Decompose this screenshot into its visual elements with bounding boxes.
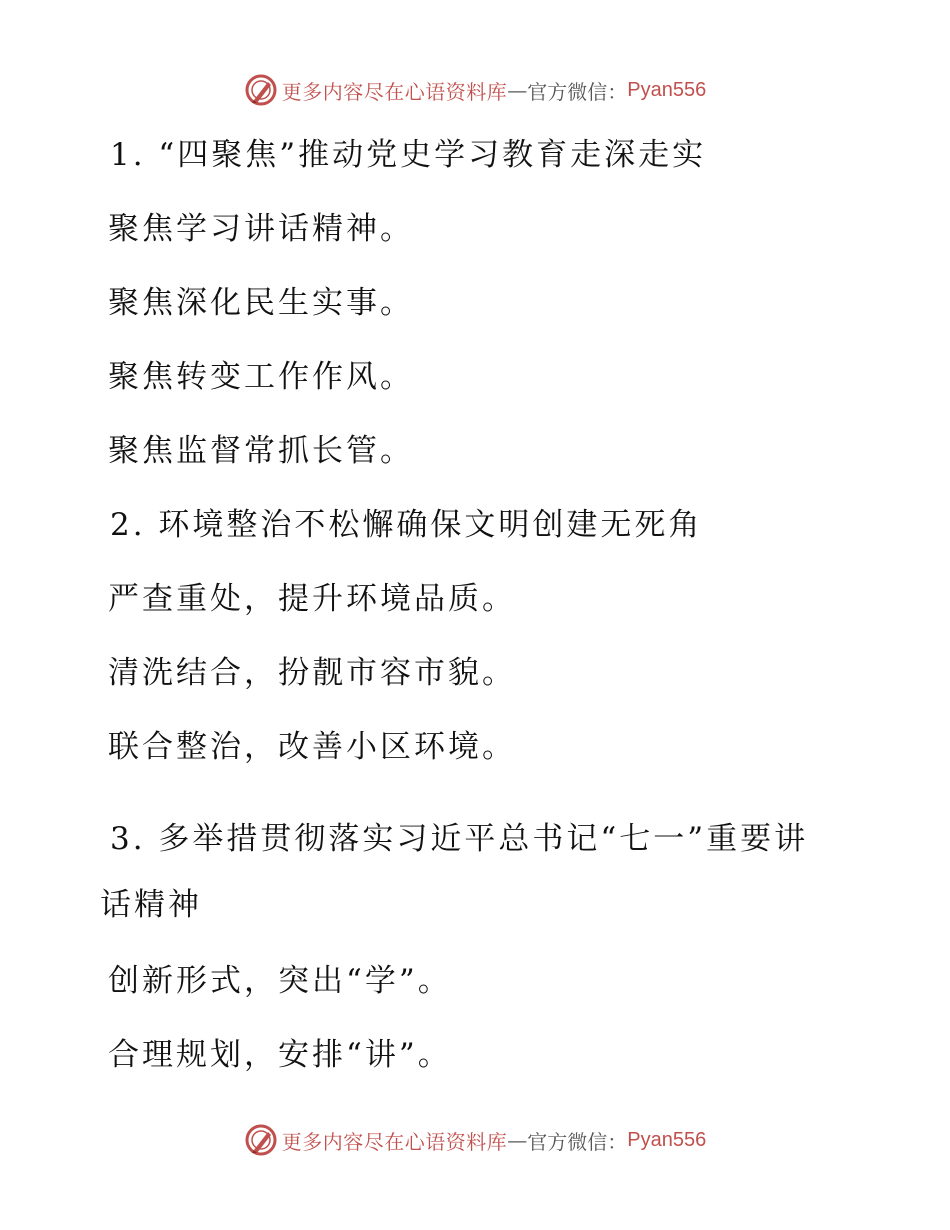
pen-logo-icon bbox=[244, 73, 278, 107]
list-item: 聚焦转变工作作风。 bbox=[108, 359, 414, 395]
watermark-dash: — bbox=[507, 78, 528, 102]
footer-watermark bbox=[0, 1120, 950, 1160]
list-item: 清洗结合，扮靓市容市貌。 bbox=[108, 655, 516, 691]
list-item: 聚焦深化民生实事。 bbox=[108, 285, 414, 321]
section-heading-1: 1. “四聚焦”推动党史学习教育走深走实 bbox=[110, 137, 707, 173]
document-body bbox=[100, 118, 840, 1092]
list-item: 合理规划，安排“讲”。 bbox=[108, 1037, 452, 1073]
list-item: 聚焦学习讲话精神。 bbox=[108, 211, 414, 247]
list-item: 聚焦监督常抓长管。 bbox=[108, 433, 414, 469]
list-item: 联合整治，改善小区环境。 bbox=[108, 729, 516, 765]
watermark-dash: — bbox=[507, 1128, 528, 1152]
list-item: 创新形式，突出“学”。 bbox=[108, 963, 452, 999]
watermark-wechat-label: 官方微信： bbox=[527, 1129, 628, 1154]
watermark-site-text: 更多内容尽在心语资料库 bbox=[281, 1129, 508, 1154]
section-heading-3-line1: 3. 多举措贯彻落实习近平总书记“七一”重要讲 bbox=[110, 821, 809, 857]
watermark-handle: Pyan556 bbox=[627, 78, 707, 101]
watermark-wechat-label: 官方微信： bbox=[527, 79, 628, 104]
section-heading-3 bbox=[100, 804, 840, 940]
header-watermark bbox=[0, 70, 950, 110]
section-heading-2: 2. 环境整治不松懈确保文明创建无死角 bbox=[110, 507, 703, 543]
watermark-site-text: 更多内容尽在心语资料库 bbox=[281, 79, 508, 104]
watermark-handle: Pyan556 bbox=[627, 1128, 707, 1151]
pen-logo-icon bbox=[244, 1123, 278, 1157]
list-item: 严查重处，提升环境品质。 bbox=[108, 581, 516, 617]
section-heading-3-line2: 话精神 bbox=[100, 887, 202, 923]
